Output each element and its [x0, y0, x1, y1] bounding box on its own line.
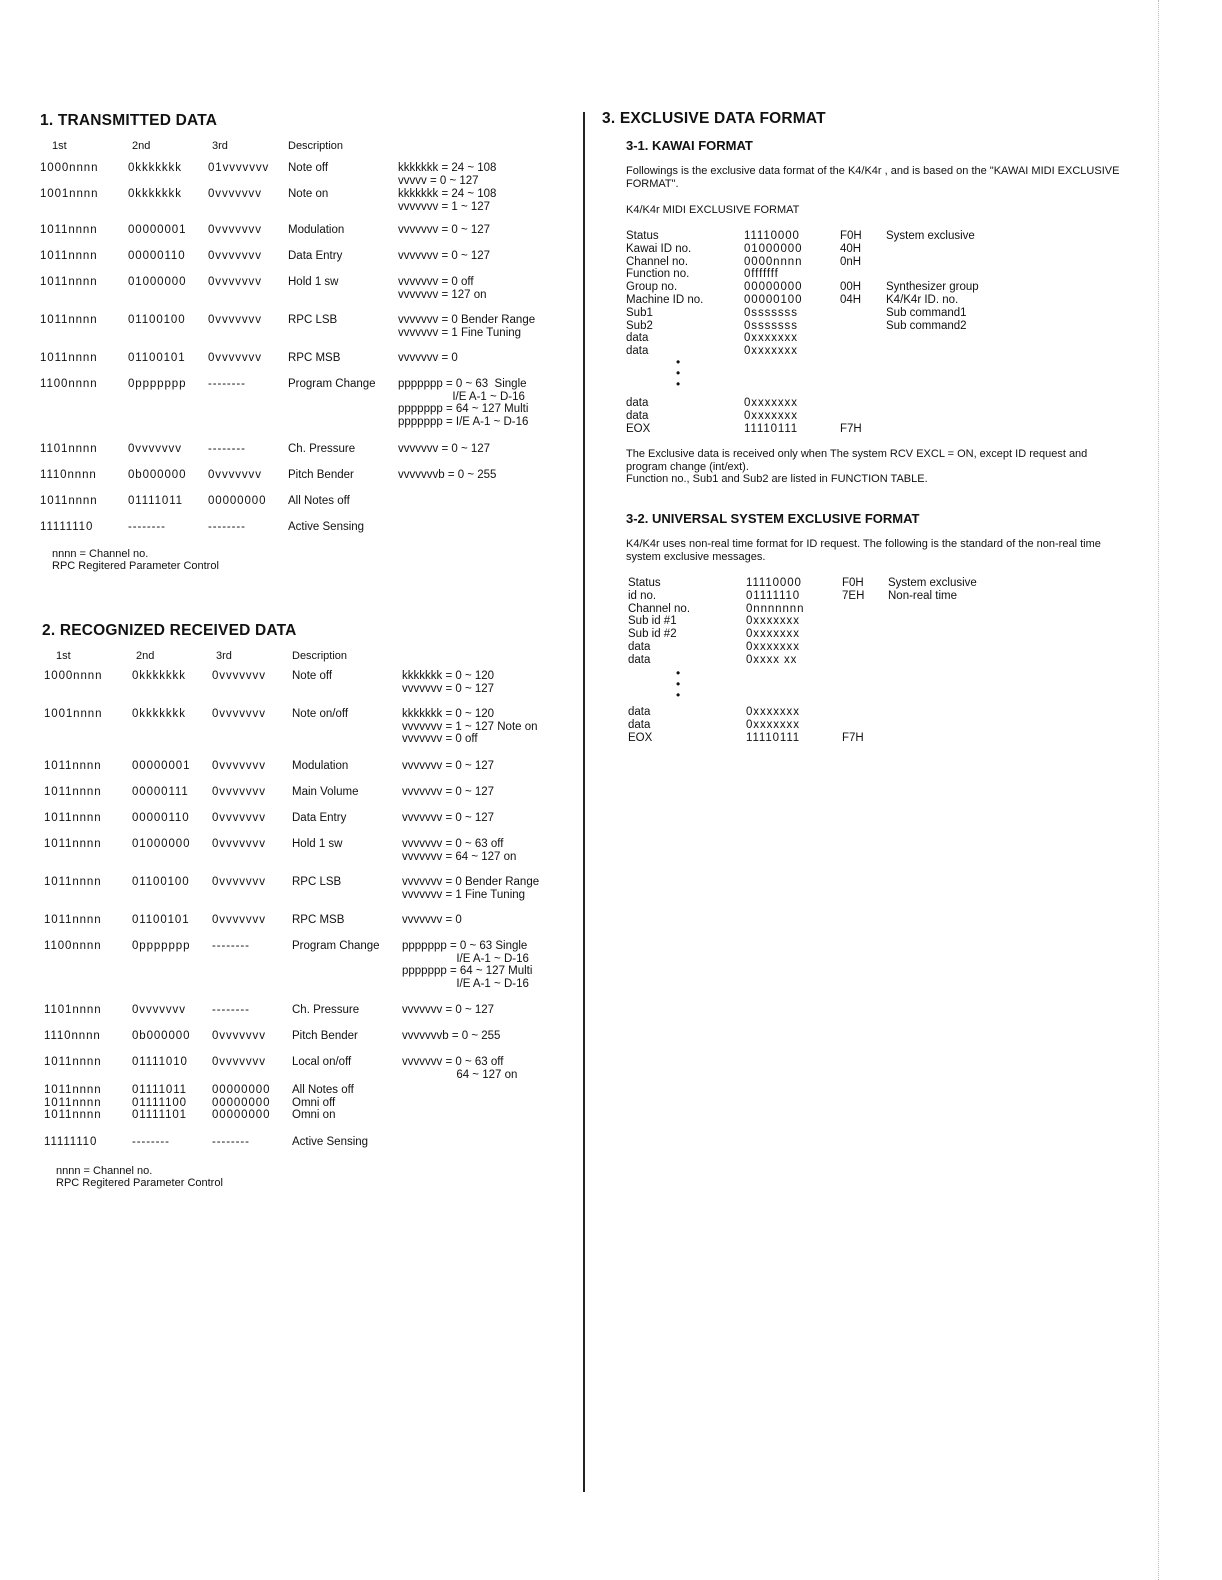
cell-c3: 0vvvvvvv: [208, 469, 262, 481]
cell-c3: --------: [208, 443, 246, 455]
cell-c2: 01111011 01111100 01111101: [132, 1084, 187, 1121]
note-line: RPC Regitered Parameter Control: [56, 1177, 223, 1189]
cell-values: [402, 1004, 494, 1017]
cell-c1: 1011nnnn: [44, 914, 102, 926]
cell-values: [398, 469, 496, 482]
cell-c4: Note off: [288, 162, 329, 174]
format-cell: 11110111: [746, 731, 801, 744]
cell-c2: 0kkkkkkk: [132, 670, 186, 682]
format-cell: Status: [626, 230, 659, 242]
value-line: vvvvvvv = 0 ~ 127: [402, 760, 495, 772]
format-cell: Sub id #2: [628, 628, 677, 641]
format-cell: data: [626, 332, 649, 345]
format-cell: Machine ID no.: [626, 294, 704, 306]
format-cell: Sub command1: [886, 306, 967, 319]
format-cell: 0sssssss: [744, 319, 798, 332]
cell-c1: 1011nnnn: [40, 495, 98, 507]
cell-c3: 0vvvvvvv: [208, 314, 262, 326]
cell-c1: 1000nnnn: [40, 162, 99, 174]
format-cell: 40H: [840, 242, 862, 255]
received-heading: 2. RECOGNIZED RECEIVED DATA: [42, 622, 297, 639]
column-header: 3rd: [216, 650, 232, 662]
cell-c1: 1110nnnn: [44, 1030, 101, 1042]
kawai-intro: Followings is the exclusive data format of the K4/K4r , and is based on the "KAWAI MIDI EXCLUSIVE FORMAT".: [626, 165, 1120, 190]
cell-c1: 1011nnnn: [40, 250, 98, 262]
value-line: vvvvvvv = 0: [398, 352, 458, 364]
cell-c4: Pitch Bender: [292, 1030, 358, 1042]
format-cell: 01000000: [744, 242, 803, 255]
value-line: vvvvvvv = 0 ~ 127: [398, 443, 491, 455]
cell-c4: Modulation: [288, 224, 345, 236]
continuation-dots: • • •: [676, 666, 681, 702]
cell-values: [402, 812, 494, 825]
cell-c4: Active Sensing: [288, 521, 365, 533]
format-cell: Channel no.: [626, 255, 689, 268]
format-cell: Sub1: [626, 306, 653, 319]
format-cell: 0nH: [840, 255, 862, 268]
cell-c2: 0ppppppp: [132, 940, 191, 952]
value-line: vvvvvvv = 0 ~ 127: [402, 1004, 495, 1016]
cell-c3: 0vvvvvvv: [212, 914, 266, 926]
cell-c2: 01111010: [132, 1056, 188, 1068]
cell-c2: 00000110: [132, 812, 190, 824]
value-line: vvvvvvv = 0 off: [402, 733, 478, 745]
format-cell: 00000100: [744, 294, 803, 306]
cell-values: [402, 876, 539, 901]
value-line: vvvvvvv = 1 ~ 127: [398, 200, 491, 213]
format-cell: 0fffffff: [744, 268, 779, 281]
format-cell: data: [628, 653, 651, 666]
value-line: ppppppp = 0 ~ 63 Single: [402, 940, 528, 952]
column-header: 1st: [56, 650, 71, 662]
value-line: vvvvvvv = 64 ~ 127 on: [402, 850, 517, 863]
format-cell: data: [626, 345, 649, 358]
cell-c2: --------: [132, 1136, 170, 1148]
cell-c3: 0vvvvvvv: [212, 670, 266, 682]
cell-c3: 00000000: [208, 495, 267, 507]
value-line: I/E A-1 ~ D-16: [402, 977, 529, 990]
cell-c2: 00000001: [128, 224, 187, 236]
format-cell: 0xxxxxxx: [746, 628, 800, 641]
format-cell: data: [628, 641, 651, 653]
cell-c1: 1001nnnn: [40, 188, 99, 200]
format-cell: Sub2: [626, 319, 653, 332]
format-cell: id no.: [628, 589, 657, 602]
format-cell: Channel no.: [628, 602, 691, 615]
cell-c3: 0vvvvvvv: [212, 786, 266, 798]
value-line: vvvvvvv = 0 ~ 63 off: [402, 1056, 504, 1068]
cell-c4: All Notes off Omni off Omni on: [292, 1084, 354, 1121]
value-line: 64 ~ 127 on: [402, 1068, 518, 1081]
cell-c3: --------: [212, 940, 250, 952]
value-line: ppppppp = 0 ~ 63 Single: [398, 378, 527, 390]
cell-c4: Note off: [292, 670, 333, 682]
format-cell: 00H: [840, 281, 862, 294]
value-line: vvvvvvv = 0 Bender Range: [402, 876, 540, 888]
cell-c1: 1110nnnn: [40, 469, 97, 481]
cell-c1: 1011nnnn: [44, 786, 102, 798]
cell-values: [398, 188, 496, 213]
cell-c2: 0kkkkkkk: [128, 162, 182, 174]
column-header: Description: [292, 650, 348, 662]
cell-c4: All Notes off: [288, 495, 350, 507]
format-cell: F0H: [842, 577, 864, 589]
format-cell: 0xxxxxxx: [746, 706, 800, 718]
column-header: 3rd: [212, 140, 228, 152]
cell-c1: 1011nnnn: [40, 314, 98, 326]
format-cell: Synthesizer group: [886, 281, 979, 294]
cell-c4: Ch. Pressure: [292, 1004, 360, 1016]
cell-c4: RPC MSB: [292, 914, 345, 926]
format-cell: Kawai ID no.: [626, 242, 692, 255]
value-line: kkkkkkk = 0 ~ 120: [402, 670, 495, 682]
note-line: nnnn = Channel no.: [52, 548, 149, 560]
format-cell: 0xxxxxxx: [744, 345, 798, 358]
cell-values: [398, 250, 490, 263]
cell-c4: RPC LSB: [292, 876, 342, 888]
cell-c4: Program Change: [288, 378, 376, 390]
value-line: kkkkkkk = 0 ~ 120: [402, 708, 495, 720]
format-cell: 0xxxx xx: [746, 653, 798, 666]
cell-c1: 1100nnnn: [40, 378, 98, 390]
cell-c1: 1011nnnn: [40, 352, 98, 364]
cell-c2: 0vvvvvvv: [128, 443, 182, 455]
cell-c4: Active Sensing: [292, 1136, 369, 1148]
cell-values: [398, 378, 528, 428]
cell-c3: 0vvvvvvv: [208, 188, 262, 200]
value-line: ppppppp = I/E A-1 ~ D-16: [398, 415, 529, 428]
cell-values: [402, 838, 516, 863]
cell-c3: 0vvvvvvv: [212, 1056, 266, 1068]
cell-c2: 0b000000: [132, 1030, 191, 1042]
value-line: vvvvvvv = 0 ~ 127: [398, 250, 491, 262]
cell-values: [398, 352, 458, 365]
cell-c3: 0vvvvvvv: [208, 352, 262, 364]
cell-c3: 0vvvvvvv: [212, 876, 266, 888]
cell-c4: Data Entry: [292, 812, 347, 824]
value-line: vvvvvvv = 0 ~ 127: [398, 224, 491, 236]
column-divider: [583, 112, 585, 1492]
column-header: 2nd: [136, 650, 155, 662]
format-cell: 11110111: [744, 422, 799, 435]
value-line: vvvvvvv = 0 off: [398, 276, 474, 288]
value-line: ppppppp = 64 ~ 127 Multi: [402, 965, 533, 977]
cell-c4: Hold 1 sw: [288, 276, 339, 288]
value-line: vvvvvvv = 0 ~ 127: [402, 786, 495, 798]
cell-c3: --------: [212, 1136, 250, 1148]
column-header: 1st: [52, 140, 67, 152]
cell-c1: 1011nnnn: [40, 276, 98, 288]
format-cell: 00000000: [744, 281, 803, 294]
format-cell: Status: [628, 577, 661, 589]
format-cell: 0xxxxxxx: [744, 409, 798, 422]
cell-c2: 0kkkkkkk: [128, 188, 182, 200]
kawai-footnote: The Exclusive data is received only when The system RCV EXCL = ON, except ID request and program change (int/ext). Function no., Sub1 and Sub2 are listed in FUNCTION TABLE.: [626, 448, 1088, 485]
value-line: vvvvvvv = 0 ~ 127: [402, 812, 495, 824]
value-line: vvvvvvv = 127 on: [398, 288, 487, 301]
continuation-dots: • • •: [676, 355, 681, 391]
cell-c1: 1011nnnn: [44, 812, 102, 824]
value-line: kkkkkkk = 24 ~ 108: [398, 162, 497, 174]
cell-c4: Local on/off: [292, 1056, 352, 1068]
format-cell: Group no.: [626, 281, 678, 294]
cell-c2: 00000001: [132, 760, 191, 772]
cell-values: [398, 314, 535, 339]
note-line: nnnn = Channel no.: [56, 1165, 153, 1177]
cell-c2: 01100101: [128, 352, 186, 364]
format-cell: Function no.: [626, 268, 690, 281]
cell-c3: --------: [212, 1004, 250, 1016]
cell-c2: --------: [128, 521, 166, 533]
cell-c1: 11111110: [40, 521, 94, 533]
value-line: vvvvvvvb = 0 ~ 255: [402, 1030, 501, 1042]
cell-c1: 1000nnnn: [44, 670, 103, 682]
cell-values: [402, 1030, 500, 1043]
format-cell: F0H: [840, 230, 862, 242]
kawai-table-title: K4/K4r MIDI EXCLUSIVE FORMAT: [626, 204, 800, 216]
format-cell: F7H: [840, 422, 862, 435]
cell-c1: 1011nnnn: [44, 760, 102, 772]
cell-values: [398, 443, 490, 456]
value-line: ppppppp = 64 ~ 127 Multi: [398, 403, 529, 415]
cell-c4: Ch. Pressure: [288, 443, 356, 455]
cell-c1: 1001nnnn: [44, 708, 103, 720]
format-cell: 0nnnnnnn: [746, 602, 805, 615]
cell-c3: 0vvvvvvv: [212, 760, 266, 772]
cell-c4: Data Entry: [288, 250, 343, 262]
cell-c3: 0vvvvvvv: [212, 1030, 266, 1042]
cell-c2: 01100101: [132, 914, 190, 926]
format-cell: data: [628, 718, 651, 731]
format-cell: System exclusive: [886, 230, 975, 242]
universal-format-heading: 3-2. UNIVERSAL SYSTEM EXCLUSIVE FORMAT: [626, 511, 920, 526]
cell-c1: 1101nnnn: [40, 443, 98, 455]
transmitted-heading: 1. TRANSMITTED DATA: [40, 112, 218, 129]
cell-c2: 01000000: [132, 838, 191, 850]
cell-c3: 01vvvvvvv: [208, 162, 270, 174]
format-cell: Sub command2: [886, 319, 967, 332]
cell-c2: 00000111: [132, 786, 189, 798]
format-cell: data: [626, 397, 649, 409]
cell-c4: Note on/off: [292, 708, 349, 720]
format-cell: EOX: [628, 731, 653, 744]
cell-c2: 01111011: [128, 495, 183, 507]
exclusive-heading: 3. EXCLUSIVE DATA FORMAT: [602, 110, 826, 127]
cell-values: [398, 276, 487, 301]
cell-c4: Hold 1 sw: [292, 838, 343, 850]
kawai-format-heading: 3-1. KAWAI FORMAT: [626, 138, 753, 153]
cell-c4: RPC MSB: [288, 352, 341, 364]
cell-c4: Pitch Bender: [288, 469, 354, 481]
cell-c3: 0vvvvvvv: [208, 250, 262, 262]
format-cell: Non-real time: [888, 589, 958, 602]
cell-c2: 01100100: [128, 314, 186, 326]
cell-values: [398, 162, 496, 187]
page-edge: [1158, 0, 1160, 1580]
transmitted-notes: [52, 548, 219, 572]
value-line: vvvvvvv = 1 ~ 127 Note on: [402, 720, 538, 733]
universal-intro: K4/K4r uses non-real time format for ID request. The following is the standard of the non-real time system exclusive messages.: [626, 538, 1101, 563]
cell-c1: 1011nnnn 1011nnnn 1011nnnn: [44, 1084, 102, 1121]
cell-values: [402, 1056, 517, 1081]
cell-c1: 1011nnnn: [44, 1056, 102, 1068]
format-cell: Sub id #1: [628, 615, 677, 628]
cell-c1: 1011nnnn: [44, 838, 102, 850]
format-cell: 0000nnnn: [744, 255, 803, 268]
cell-c2: 01100100: [132, 876, 190, 888]
cell-c4: Program Change: [292, 940, 380, 952]
format-cell: K4/K4r ID. no.: [886, 294, 959, 306]
cell-values: [402, 914, 462, 927]
format-cell: EOX: [626, 422, 651, 435]
value-line: I/E A-1 ~ D-16: [402, 952, 529, 965]
cell-c4: Main Volume: [292, 786, 359, 798]
cell-c3: 0vvvvvvv: [212, 838, 266, 850]
value-line: vvvvvvv = 0 ~ 127: [402, 682, 495, 695]
format-cell: 0xxxxxxx: [746, 615, 800, 628]
cell-values: [402, 760, 494, 773]
cell-values: [402, 786, 494, 799]
cell-c4: RPC LSB: [288, 314, 338, 326]
format-cell: 11110000: [746, 577, 802, 589]
format-cell: 0xxxxxxx: [744, 332, 798, 345]
value-line: vvvvvvv = 0 Bender Range: [398, 314, 536, 326]
column-header: Description: [288, 140, 344, 152]
format-cell: 0sssssss: [744, 306, 798, 319]
format-cell: 0xxxxxxx: [746, 641, 800, 653]
value-line: vvvvvvv = 1 Fine Tuning: [398, 326, 522, 339]
value-line: vvvvv = 0 ~ 127: [398, 174, 479, 187]
cell-c3: --------: [208, 521, 246, 533]
value-line: vvvvvvvb = 0 ~ 255: [398, 469, 497, 481]
cell-c2: 00000110: [128, 250, 186, 262]
format-cell: data: [628, 706, 651, 718]
cell-c1: 1011nnnn: [44, 876, 102, 888]
format-cell: data: [626, 409, 649, 422]
value-line: kkkkkkk = 24 ~ 108: [398, 188, 497, 200]
cell-c4: Modulation: [292, 760, 349, 772]
note-line: RPC Regitered Parameter Control: [52, 560, 219, 572]
cell-c2: 0ppppppp: [128, 378, 187, 390]
format-cell: 04H: [840, 294, 862, 306]
cell-c3: 0vvvvvvv: [212, 708, 266, 720]
cell-c2: 01000000: [128, 276, 187, 288]
format-cell: 0xxxxxxx: [744, 397, 798, 409]
column-header: 2nd: [132, 140, 151, 152]
cell-values: [398, 224, 490, 237]
cell-c3: 0vvvvvvv: [208, 276, 262, 288]
received-notes: [56, 1165, 223, 1189]
format-cell: 0xxxxxxx: [746, 718, 800, 731]
format-cell: 11110000: [744, 230, 800, 242]
format-cell: System exclusive: [888, 577, 977, 589]
cell-c1: 11111110: [44, 1136, 98, 1148]
value-line: vvvvvvv = 0 ~ 63 off: [402, 838, 504, 850]
cell-c1: 1100nnnn: [44, 940, 102, 952]
cell-c1: 1011nnnn: [40, 224, 98, 236]
cell-c4: Note on: [288, 188, 329, 200]
value-line: vvvvvvv = 0: [402, 914, 462, 926]
cell-c3: 00000000 00000000 00000000: [212, 1084, 271, 1121]
cell-c1: 1101nnnn: [44, 1004, 102, 1016]
value-line: I/E A-1 ~ D-16: [398, 390, 525, 403]
value-line: vvvvvvv = 1 Fine Tuning: [402, 888, 526, 901]
cell-c3: --------: [208, 378, 246, 390]
format-cell: 7EH: [842, 589, 865, 602]
cell-c2: 0kkkkkkk: [132, 708, 186, 720]
cell-values: [402, 940, 532, 990]
cell-values: [402, 708, 538, 746]
format-cell: F7H: [842, 731, 864, 744]
cell-c3: 0vvvvvvv: [208, 224, 262, 236]
format-cell: 01111110: [746, 589, 801, 602]
cell-c2: 0vvvvvvv: [132, 1004, 186, 1016]
cell-c3: 0vvvvvvv: [212, 812, 266, 824]
cell-c2: 0b000000: [128, 469, 187, 481]
cell-values: [402, 670, 494, 695]
